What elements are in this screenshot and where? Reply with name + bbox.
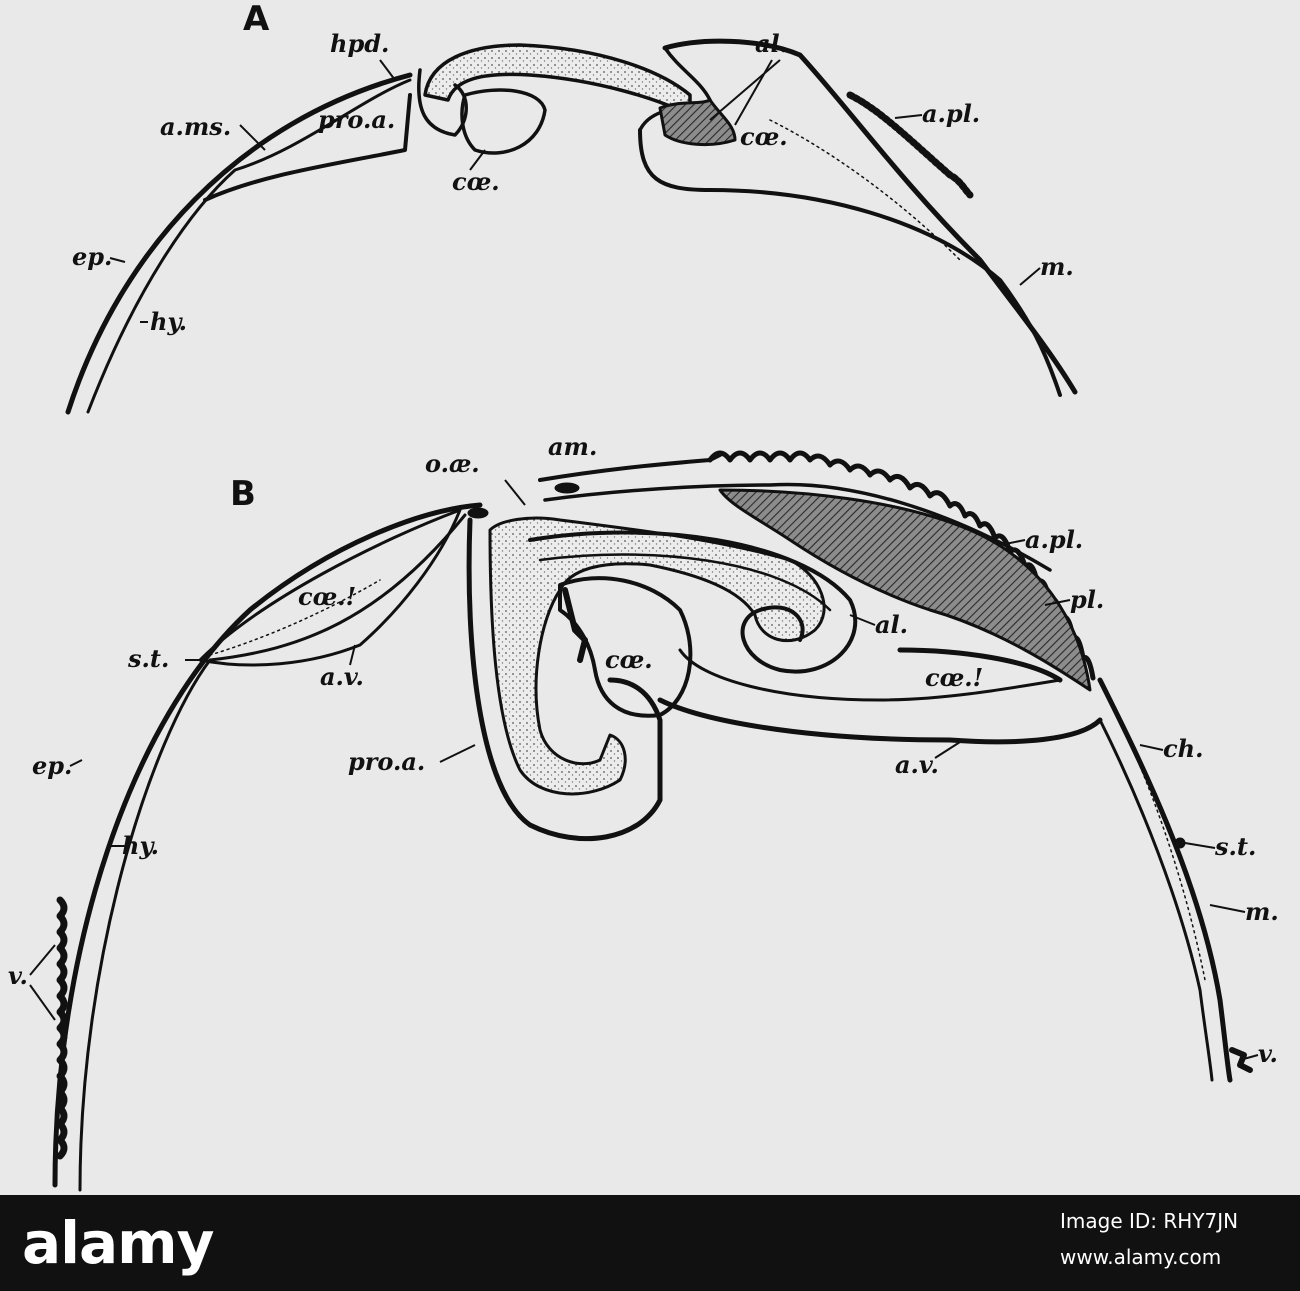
label-a-ms: a.ms. bbox=[160, 112, 232, 141]
label-al-b: al. bbox=[875, 610, 909, 639]
label-a-v-right: a.v. bbox=[895, 750, 939, 779]
label-coe-prime-left: cœ.! bbox=[298, 582, 357, 611]
brand-logo: alamy bbox=[22, 1209, 214, 1277]
label-s-t-right: s.t. bbox=[1215, 832, 1257, 861]
label-pro-a-b: pro.a. bbox=[348, 747, 426, 776]
label-coe-right-a: cœ. bbox=[740, 122, 788, 151]
label-hpd: hpd. bbox=[330, 29, 390, 58]
panel-b-letter: B bbox=[230, 474, 256, 514]
label-m-a: m. bbox=[1040, 252, 1074, 281]
label-a-pl-b: a.pl. bbox=[1025, 525, 1084, 554]
label-pro-a-a: pro.a. bbox=[318, 105, 396, 134]
label-pl: pl. bbox=[1070, 585, 1105, 614]
panel-b-leader-lines bbox=[30, 480, 1258, 1060]
label-coe-center-a: cœ. bbox=[452, 167, 500, 196]
watermark-footer bbox=[0, 1195, 1300, 1291]
label-a-v-left: a.v. bbox=[320, 662, 364, 691]
label-o-ae: o.æ. bbox=[425, 449, 480, 478]
label-a-pl-a: a.pl. bbox=[922, 99, 981, 128]
panel-b-drawing bbox=[55, 453, 1250, 1190]
label-s-t-left: s.t. bbox=[128, 644, 170, 673]
label-ep-a: ep. bbox=[72, 242, 113, 271]
panel-a-drawing bbox=[68, 41, 1075, 412]
label-coe-center-b: cœ. bbox=[605, 645, 653, 674]
label-m-b: m. bbox=[1245, 897, 1279, 926]
panel-a-leader-lines bbox=[110, 60, 1040, 322]
label-am: am. bbox=[548, 432, 598, 461]
label-ep-b: ep. bbox=[32, 751, 73, 780]
label-coe-prime-right: cœ.! bbox=[925, 663, 984, 692]
image-id-text: Image ID: RHY7JN bbox=[1060, 1209, 1239, 1233]
label-ch: ch. bbox=[1163, 734, 1204, 763]
label-v-left: v. bbox=[8, 961, 28, 990]
label-v-right: v. bbox=[1258, 1039, 1278, 1068]
site-url: www.alamy.com bbox=[1060, 1245, 1222, 1269]
label-hy-b: hy. bbox=[122, 831, 159, 860]
panel-a-letter: A bbox=[243, 0, 270, 39]
label-al-a: al. bbox=[755, 29, 789, 58]
label-hy-a: hy. bbox=[150, 307, 187, 336]
